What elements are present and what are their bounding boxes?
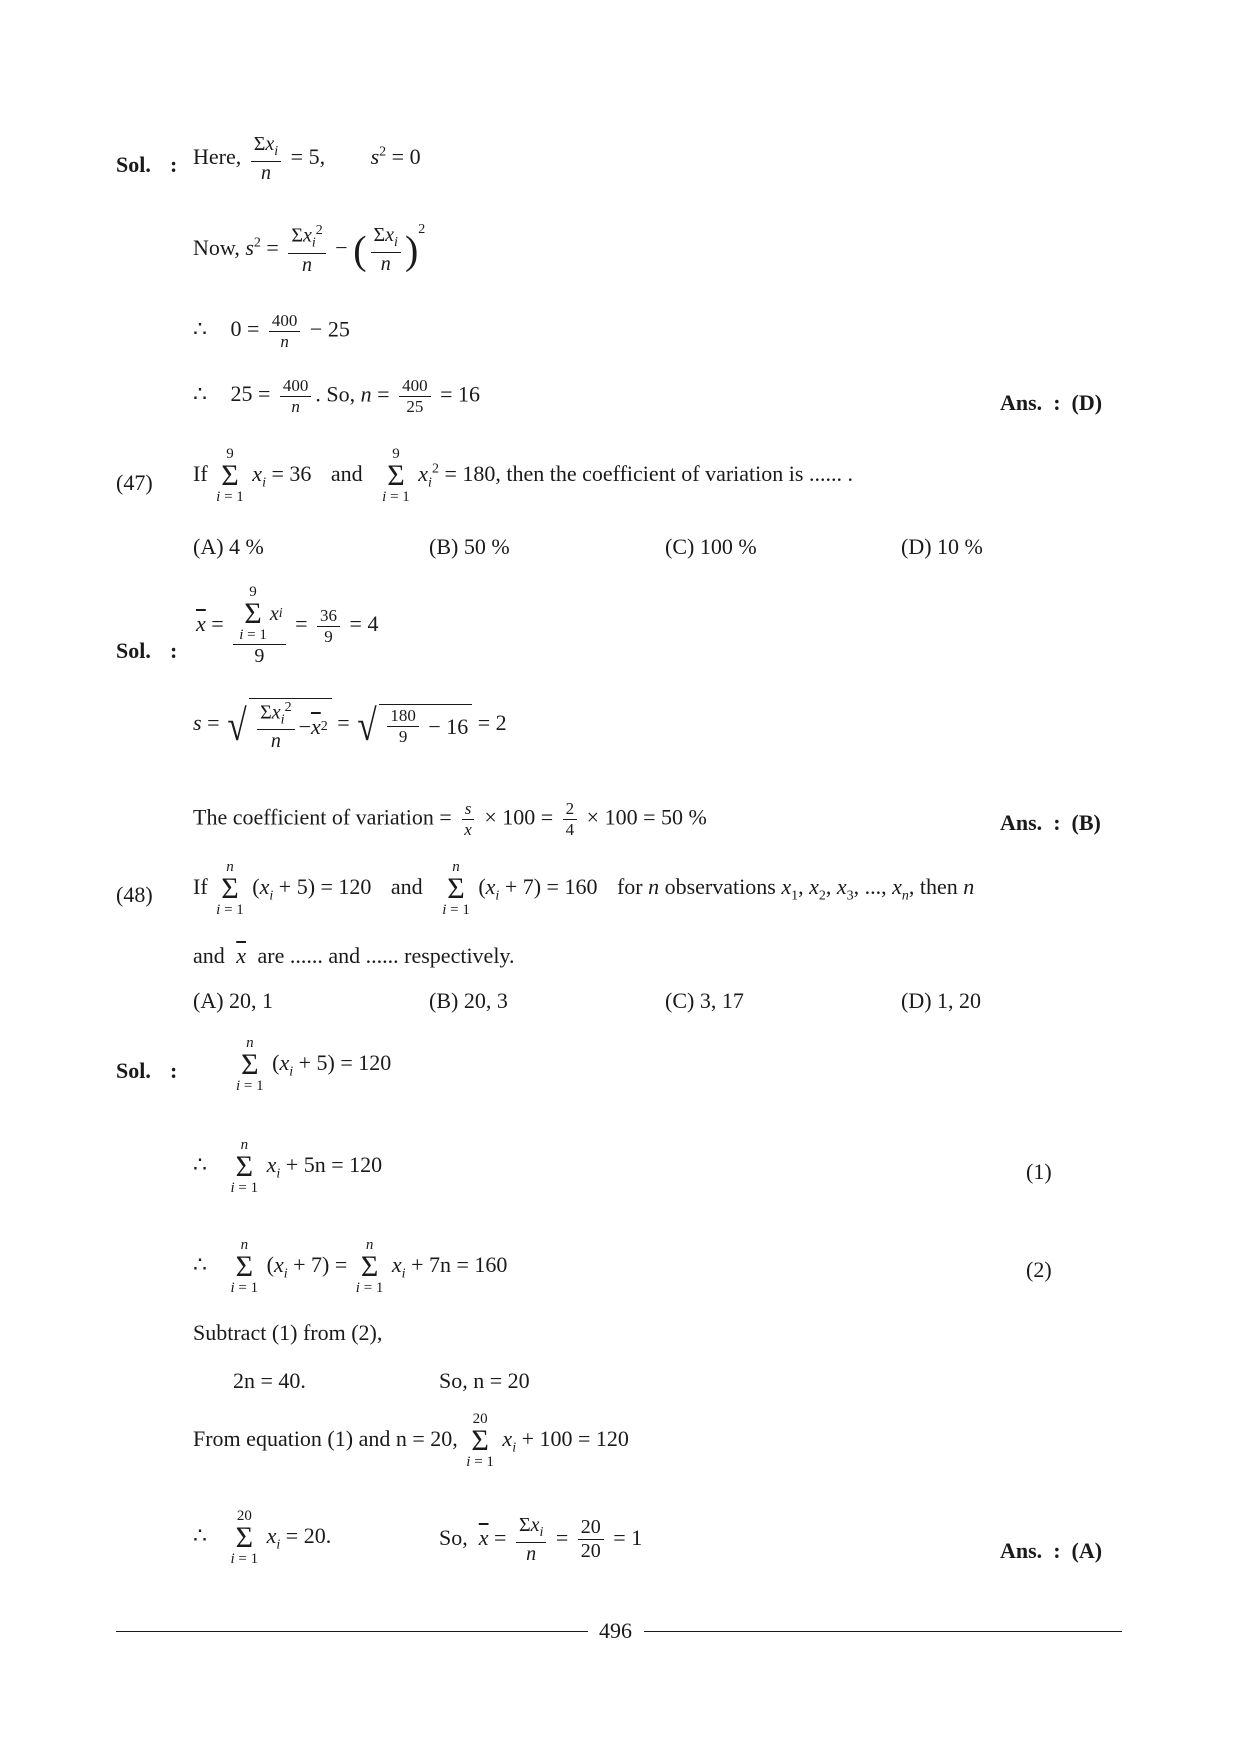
solution-line-3: ∴ 0 = $\frac{400}{n}$ − 25 (193, 311, 350, 351)
answer-letter: (A) (1071, 1538, 1103, 1563)
sol-label: Sol. (116, 1058, 151, 1083)
mean-result: = 4 (349, 611, 379, 637)
for-text: for (616, 874, 643, 900)
sum1-rhs: = 36 (271, 461, 312, 487)
solution-line-1: Here, $\frac{\Sigma x_i}{n}$ = 5, $s^2 = 0$ (193, 133, 421, 184)
and-text: and (193, 943, 225, 968)
options-47 (193, 534, 1137, 560)
sol48-line-2: ∴ n Σ i = 1 $x_i + 5n = 120$ (193, 1137, 383, 1196)
frac-num: 400 (280, 377, 312, 397)
equation-ref-1: (1) (1026, 1159, 1052, 1184)
then-text: , then (908, 874, 958, 900)
cv-text: The coefficient of variation (193, 804, 434, 830)
if-text: If (193, 874, 208, 900)
therefore-symbol: ∴ (193, 1523, 207, 1549)
frac-den: 9 (324, 626, 333, 646)
question-number: (48) (116, 882, 153, 907)
cv-mid: × 100 = (484, 804, 554, 830)
line-mid: + 7) = (293, 1252, 348, 1278)
sd-solution: s = √ $\frac{\Sigma x_i^2}{n}$ − $\overline{x}$ 2 = √ $\frac{180}{9}$ − 16 = 2 (193, 700, 507, 753)
from-equation-line: From equation (1) and n = 20, 20 Σ i = 1 $x_i + 100 = 120$ (193, 1411, 629, 1470)
so-text: So, (439, 1524, 468, 1550)
colon: : (1053, 390, 1061, 415)
cv-line: The coefficient of variation = $\frac{s}{x}$ × 100 = $\frac{2}{4}$ × 100 = 50 % (193, 799, 707, 839)
solution-line-2: Now, $s^2$ = $\frac{\Sigma x_i^2}{n}$ − ( $\frac{\Sigma x_i}{n}$ )$^2$ (193, 222, 426, 276)
footer-rule-left (116, 1631, 588, 1632)
and-text: and (390, 874, 423, 900)
line2-rest: are ...... and ...... respectively. (257, 943, 515, 968)
colon: : (170, 1058, 178, 1083)
eq-16: = 16 (440, 381, 481, 407)
question-47-text: If 9 Σ i = 1 $x_i = 36$ and 9 Σ i = 1 $x_i^2 = 180$, then the coefficient of variation is ...... . (193, 446, 853, 505)
frac-num: 400 (269, 312, 301, 332)
sd-result: = 2 (477, 710, 507, 736)
colon: : (1053, 1538, 1061, 1563)
therefore-symbol: ∴ (193, 316, 207, 342)
ans-label: Ans. (1000, 810, 1043, 835)
mean-fraction: $\frac{\Sigma x_i}{n}$ (251, 134, 281, 184)
and-text: and (330, 461, 363, 487)
sol48-line-3: ∴ n Σ i = 1 $(x_i + 7)$ = n Σ i = 1 $x_i + 7n = 160$ (193, 1237, 508, 1296)
frac-den: 20 (580, 1540, 601, 1563)
ans-label: Ans. (1000, 390, 1043, 415)
variance-zero: = 0 (391, 143, 421, 169)
line-tail: + 7n = 160 (411, 1252, 508, 1278)
frac-num: 36 (317, 607, 340, 627)
sol-label: Sol. (116, 152, 151, 177)
sol-label: Sol. (116, 638, 151, 663)
sqrt-tail: − 16 (428, 713, 469, 739)
question-tail: , then the coefficient of variation is ...... . (495, 461, 853, 487)
two-n-eq: 2n = 40. (233, 1368, 306, 1393)
frac-num: 20 (578, 1517, 604, 1540)
therefore-symbol: ∴ (193, 1252, 207, 1278)
cv-result: × 100 = 50 % (586, 804, 707, 830)
colon: : (170, 638, 178, 663)
line-tail: + 5n = 120 (285, 1152, 383, 1178)
if-text: If (193, 461, 208, 487)
frac-num: 2 (563, 800, 578, 820)
minus-25: − 25 (309, 316, 350, 342)
line-tail: + 5) = 120 (298, 1050, 392, 1076)
option-d: (D) 1, 20 (901, 988, 982, 1013)
colon: : (1053, 810, 1061, 835)
answer-b (1000, 810, 1101, 836)
option-d: (D) 10 % (901, 534, 983, 559)
so-n-20: So, n = 20 (439, 1368, 530, 1393)
mean-solution: $\overline{x}$ = 9 Σ i = 1 x i 9 = $\frac{36}{9}$ = 4 (196, 584, 379, 667)
sum20-tail: + 100 = 120 (521, 1426, 629, 1452)
answer-letter: (D) (1071, 390, 1103, 415)
sum2-tail: + 7) = 160 (504, 874, 598, 900)
options-48 (193, 988, 1137, 1014)
frac-num: 400 (399, 377, 431, 397)
ans-label: Ans. (1000, 1538, 1043, 1563)
equation-ref-2: (2) (1026, 1257, 1052, 1282)
option-c: (C) 100 % (665, 534, 757, 559)
colon: : (170, 152, 178, 177)
frac-num: 180 (387, 707, 419, 727)
final-result: = 1 (613, 1524, 643, 1550)
answer-a (1000, 1538, 1102, 1564)
n-eq-20: n = 20, (395, 1426, 458, 1452)
question-number: (47) (116, 470, 153, 495)
final-mean: So, $\overline{x}$ = $\frac{\Sigma x_i}{n}$ = $\frac{20}{20}$ = 1 (439, 1514, 643, 1565)
from-eq-text: From equation (1) and (193, 1426, 391, 1452)
answer-letter: (B) (1071, 810, 1101, 835)
option-b: (B) 20, 3 (429, 988, 508, 1013)
therefore-symbol: ∴ (193, 1152, 207, 1178)
therefore-symbol: ∴ (193, 381, 207, 407)
eq-tail: = 5, (290, 143, 326, 169)
frac-den: 9 (398, 727, 408, 747)
final-sum: = 20 (285, 1523, 326, 1549)
option-b: (B) 50 % (429, 534, 510, 559)
final-line: ∴ 20 Σ i = 1 $x_i = 20$. (193, 1508, 332, 1567)
sum1-tail: + 5) = 120 (278, 874, 372, 900)
option-c: (C) 3, 17 (665, 988, 744, 1013)
sol48-line-1: n Σ i = 1 $(x_i + 5) = 120$ (236, 1035, 392, 1094)
subtract-text: Subtract (1) from (2), (193, 1320, 383, 1345)
question-48-line2: and $\overline{x}$ are ...... and ...... respectively. (193, 943, 515, 968)
footer-rule-right (644, 1631, 1122, 1632)
now-text: Now, (193, 235, 240, 260)
option-a: (A) 4 % (193, 534, 264, 559)
frac-den: 25 (406, 396, 424, 416)
frac-den: 4 (565, 819, 575, 839)
sum2-rhs: = 180 (444, 461, 496, 487)
here-text: Here, (193, 143, 242, 169)
obs-text: observations (664, 874, 776, 900)
question-48-text: If n Σ i = 1 $(x_i + 5) = 120$ and n Σ i = 1 $(x_i + 7) = 160$ for n observations $x_1$, $x_2$, $x_3$, ..., $x_n$, then n (193, 859, 975, 918)
so-text: . So, (315, 381, 356, 407)
option-a: (A) 20, 1 (193, 988, 274, 1013)
line4-lhs: 25 = (230, 381, 271, 407)
solution-line-4: ∴ 25 = $\frac{400}{n}$ . So, n = $\frac{400}{25}$ = 16 (193, 376, 481, 416)
page-number: 496 (599, 1618, 632, 1643)
answer-d (1000, 390, 1102, 416)
line3-lhs: 0 = (230, 316, 260, 342)
